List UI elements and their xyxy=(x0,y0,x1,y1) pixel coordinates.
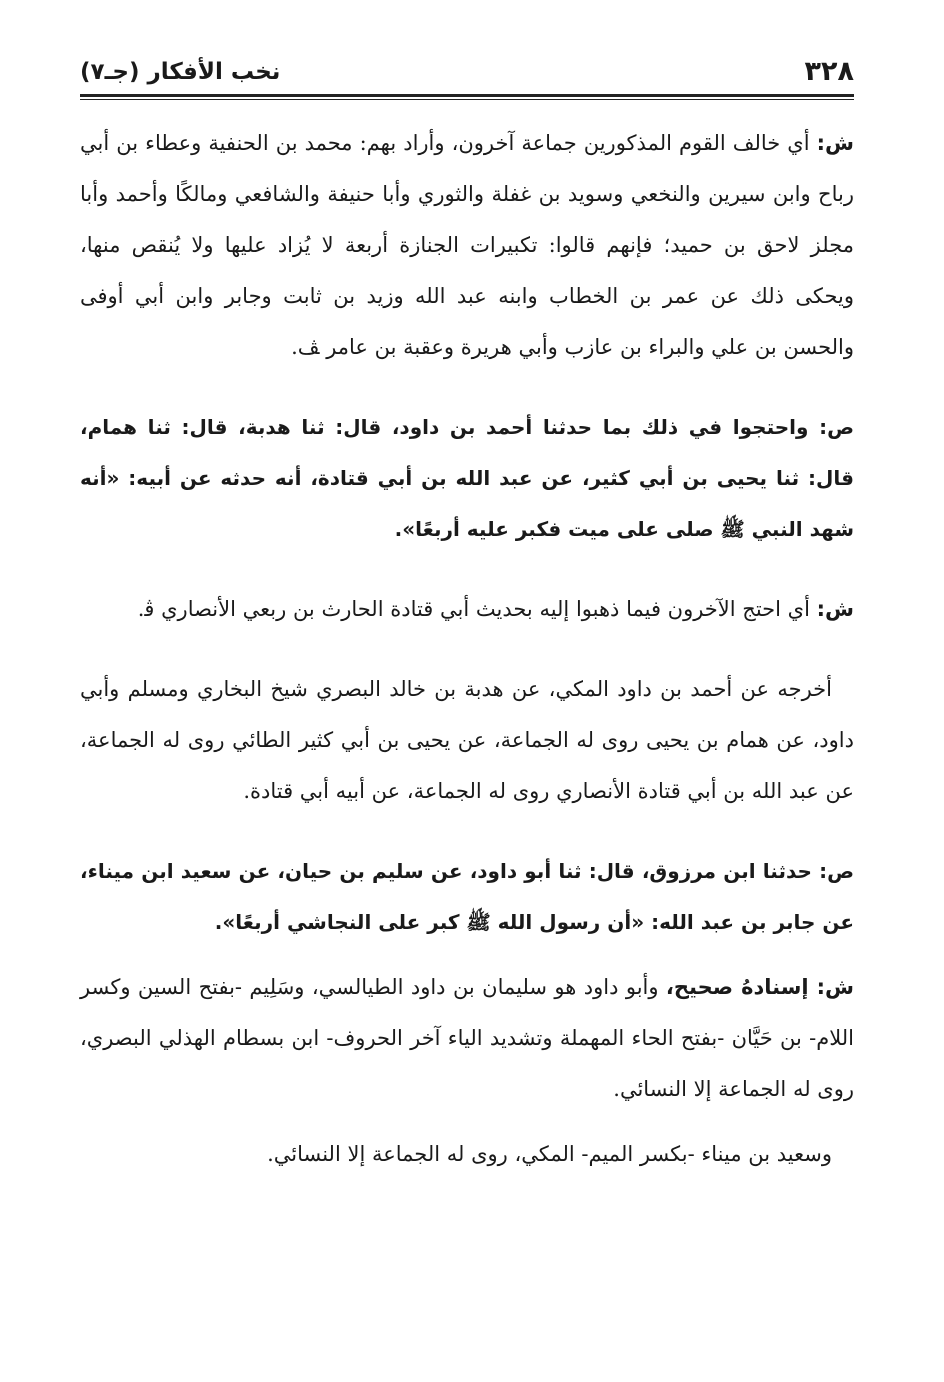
paragraph-text: وأبو داود هو سليمان بن داود الطيالسي، وسَلِيم -بفتح السين وكسر اللام- بن حَيَّان -بفتح الحاء المهملة وتشديد الياء آخر الحروف- ابن بسطام الهذلي البصري، روى له الجماعة إلا النسائي. xyxy=(80,975,854,1101)
commentary-paragraph xyxy=(80,962,854,1115)
paragraph-text: أخرجه عن أحمد بن داود المكي، عن هدبة بن خالد البصري شيخ البخاري ومسلم وأبي داود، عن همام بن يحيى روى له الجماعة، عن يحيى بن أبي كثير الطائي روى له الجماعة، عن عبد الله بن أبي قتادة الأنصاري روى له الجماعة، عن أبيه أبي قتادة. xyxy=(80,677,854,803)
sharh-marker: ش: xyxy=(816,131,854,155)
book-page xyxy=(80,0,854,1382)
running-title: نخب الأفكار (جـ٧) xyxy=(80,59,281,85)
matn-paragraph xyxy=(80,846,854,948)
isnad-verdict: إسنادهُ صحيح، xyxy=(665,975,817,999)
page-number: ٣٢٨ xyxy=(804,56,854,87)
paragraph-text: أي احتج الآخرون فيما ذهبوا إليه بحديث أبي قتادة الحارث بن ربعي الأنصاري ﭬ. xyxy=(137,597,817,621)
paragraph-text: أي خالف القوم المذكورين جماعة آخرون، وأراد بهم: محمد بن الحنفية وعطاء بن أبي رباح وابن سيرين والنخعي وسويد بن غفلة والثوري وأبا حنيفة والشافعي ومالكًا وأحمد وأبا مجلز لاحق بن حميد؛ فإنهم قالوا: تكبيرات الجنازة أربعة لا يُزاد عليها ولا يُنقص منها، ويحكى ذلك عن عمر بن الخطاب وابنه عبد الله وزيد بن ثابت وجابر وابن أبي أوفى والحسن بن علي والبراء بن عازب وأبي هريرة وعقبة بن عامر ﭫ. xyxy=(80,131,854,359)
separator xyxy=(80,569,854,570)
sad-marker: ص: xyxy=(819,859,854,883)
separator xyxy=(80,387,854,388)
page-body xyxy=(80,118,854,1194)
paragraph-text: وسعيد بن ميناء -بكسر الميم- المكي، روى له الجماعة إلا النسائي. xyxy=(267,1142,832,1166)
matn-paragraph xyxy=(80,402,854,555)
sharh-marker: ش: xyxy=(816,597,854,621)
header-rule-thick xyxy=(80,94,854,97)
commentary-paragraph xyxy=(80,118,854,373)
paragraph-text: واحتجوا في ذلك بما حدثنا أحمد بن داود، قال: ثنا هدبة، قال: ثنا همام، قال: ثنا يحيى بن أبي كثير، عن عبد الله بن أبي قتادة، أنه حدثه عن أبيه: «أنه شهد النبي ﷺ صلى على ميت فكبر عليه أربعًا». xyxy=(80,415,854,541)
separator xyxy=(80,831,854,832)
sad-marker: ص: xyxy=(819,415,854,439)
separator xyxy=(80,649,854,650)
sharh-marker: ش: xyxy=(816,975,854,999)
narrator-note-paragraph xyxy=(80,1129,854,1180)
takhrij-paragraph xyxy=(80,664,854,817)
paragraph-text: حدثنا ابن مرزوق، قال: ثنا أبو داود، عن سليم بن حيان، عن سعيد ابن ميناء، عن جابر بن عبد الله: «أن رسول الله ﷺ كبر على النجاشي أربعًا». xyxy=(80,859,854,934)
header-rule-thin xyxy=(80,99,854,100)
page-header xyxy=(80,52,854,92)
commentary-paragraph xyxy=(80,584,854,635)
